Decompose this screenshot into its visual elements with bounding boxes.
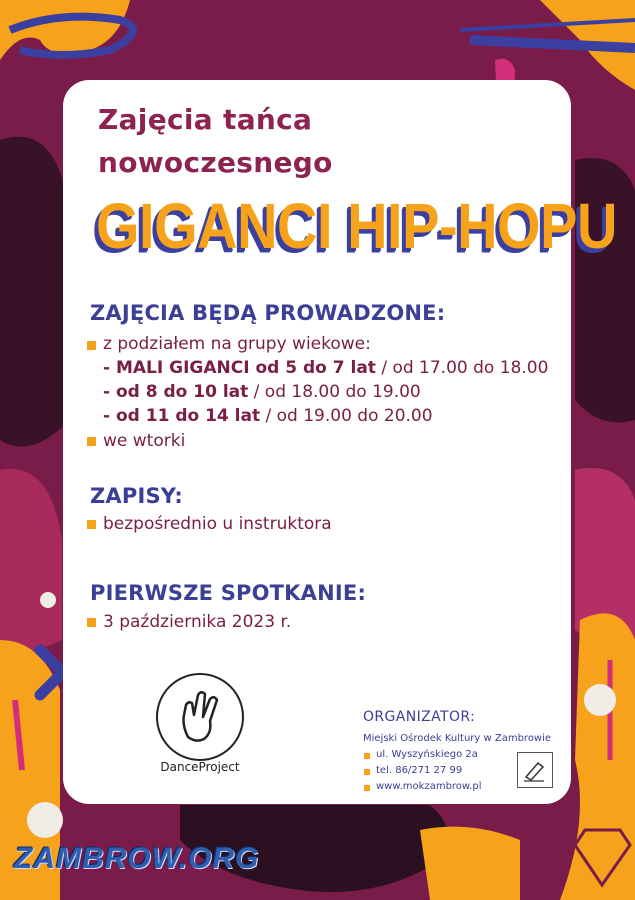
pen-icon bbox=[518, 753, 552, 787]
organizer-website: www.mokzambrow.pl bbox=[376, 781, 482, 792]
age-group-time: / od 17.00 do 18.00 bbox=[375, 358, 549, 378]
bullet-square bbox=[364, 785, 370, 791]
watermark: ZAMBROW.ORG bbox=[14, 842, 260, 875]
signup-heading: ZAPISY: bbox=[90, 484, 183, 508]
first-meeting-date: 3 października 2023 r. bbox=[103, 612, 292, 632]
classes-intro: z podziałem na grupy wiekowe: bbox=[103, 334, 371, 354]
age-group-time: / od 18.00 do 19.00 bbox=[248, 382, 421, 402]
organizer-logo bbox=[517, 752, 553, 788]
age-group-row bbox=[103, 382, 421, 402]
class-day: we wtorki bbox=[103, 431, 186, 451]
bullet-square bbox=[364, 769, 370, 775]
organizer-name: Miejski Ośrodek Kultury w Zambrowie bbox=[363, 733, 552, 744]
bullet-square bbox=[87, 618, 96, 627]
age-group-label: - MALI GIGANCI od 5 do 7 lat bbox=[103, 358, 376, 378]
signup-text: bezpośrednio u instruktora bbox=[103, 514, 332, 534]
age-group-row bbox=[103, 406, 433, 426]
classes-heading: ZAJĘCIA BĘDĄ PROWADZONE: bbox=[90, 301, 446, 325]
bullet-square bbox=[364, 753, 370, 759]
hand-peace-icon bbox=[158, 675, 242, 759]
age-group-time: / od 19.00 do 20.00 bbox=[260, 406, 433, 426]
bullet-square bbox=[87, 341, 96, 350]
organizer-address: ul. Wyszyńskiego 2a bbox=[376, 749, 478, 760]
dance-project-logo bbox=[156, 673, 244, 761]
age-group-row bbox=[103, 358, 548, 378]
organizer-heading: ORGANIZATOR: bbox=[363, 709, 476, 725]
event-headline: GIGANCI HIP-HOPU bbox=[96, 189, 617, 262]
organizer-phone: tel. 86/271 27 99 bbox=[376, 765, 463, 776]
first-meeting-heading: PIERWSZE SPOTKANIE: bbox=[90, 581, 367, 605]
title-line-2: nowoczesnego bbox=[98, 146, 333, 179]
bullet-square bbox=[87, 520, 96, 529]
bullet-square bbox=[87, 437, 96, 446]
dance-project-name: DanceProject bbox=[160, 760, 240, 774]
title-line-1: Zajęcia tańca bbox=[98, 103, 313, 136]
age-group-label: - od 8 do 10 lat bbox=[103, 382, 249, 402]
age-group-label: - od 11 do 14 lat bbox=[103, 406, 261, 426]
